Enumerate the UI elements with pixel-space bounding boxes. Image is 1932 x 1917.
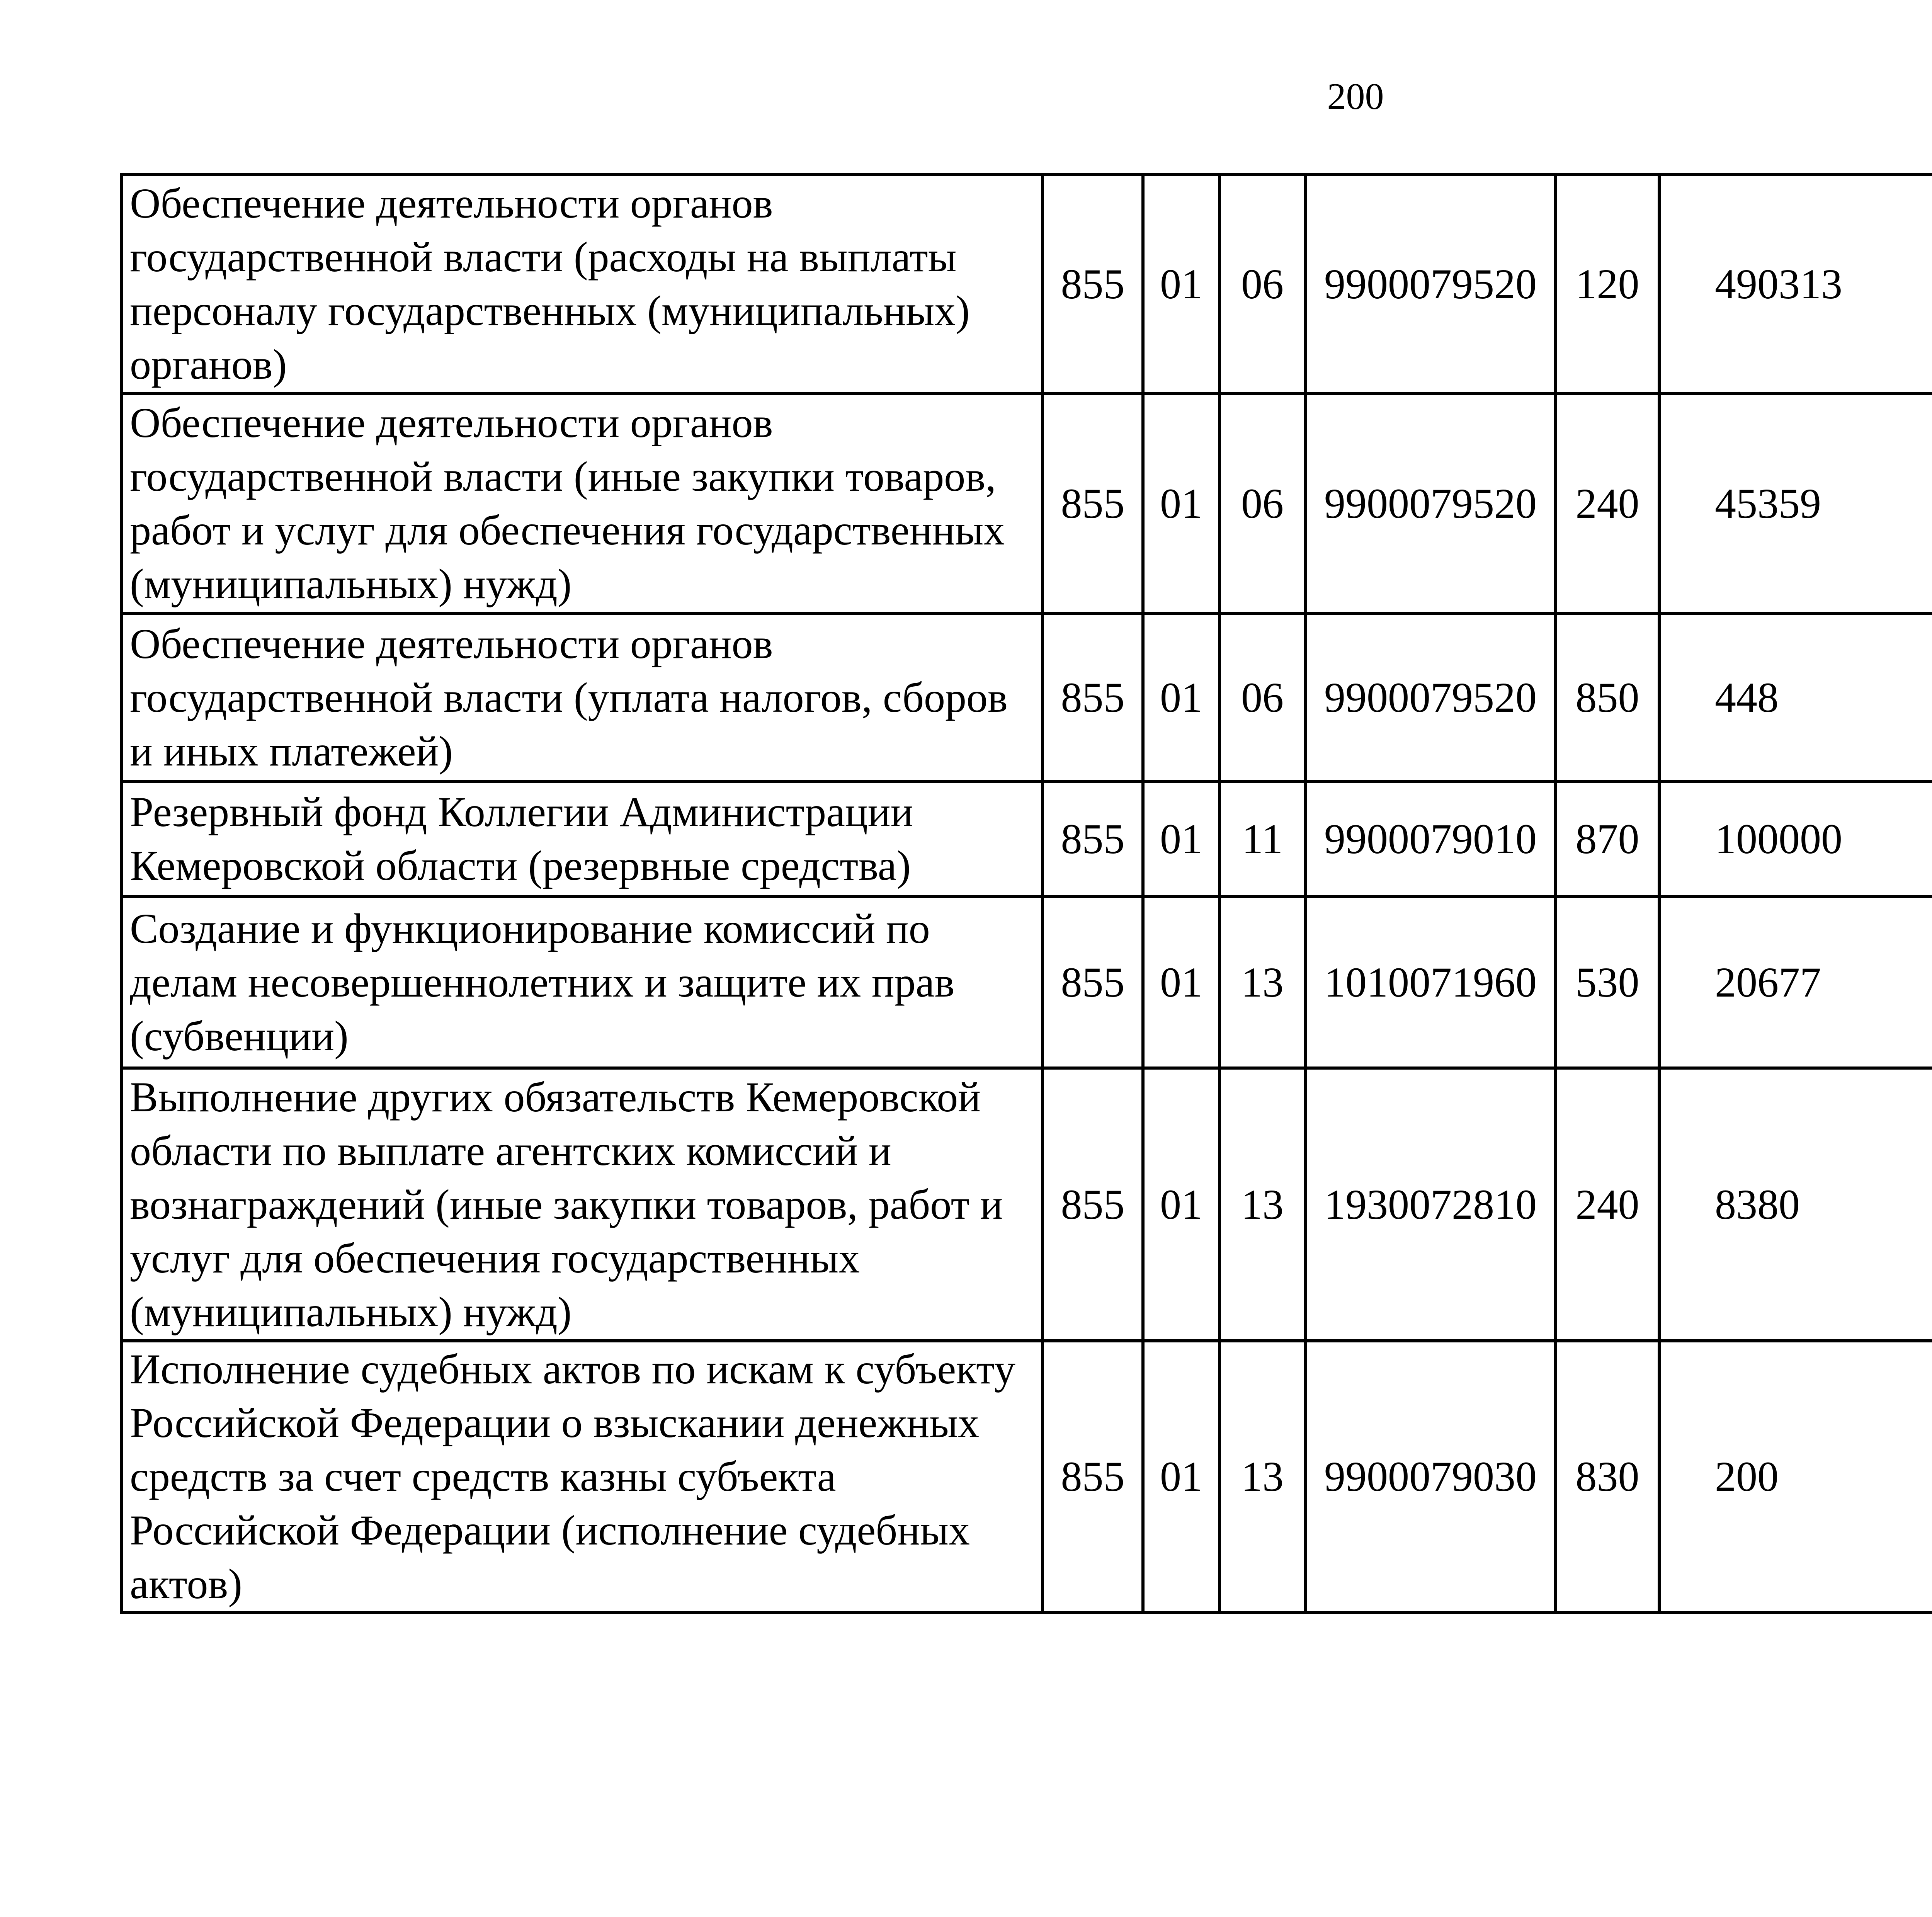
row-description: Обеспечение деятельности органов государственной власти (расходы на выплаты персоналу государственных (муниципальных) органов) [121,175,1043,393]
target-article-code: 9900079520 [1305,614,1556,781]
table-row [121,896,1932,1068]
expense-type-code: 120 [1556,175,1659,393]
subsection-code: 06 [1219,614,1305,781]
section-code: 01 [1143,896,1219,1068]
amount-year-1: 45359 [1659,393,1932,614]
subsection-code: 13 [1219,1068,1305,1341]
expense-type-code: 240 [1556,393,1659,614]
expense-type-code: 830 [1556,1341,1659,1613]
amount-year-1: 100000 [1659,781,1932,896]
expense-type-code: 870 [1556,781,1659,896]
amount-year-1: 20677 [1659,896,1932,1068]
target-article-code: 1930072810 [1305,1068,1556,1341]
row-description: Обеспечение деятельности органов государственной власти (уплата налогов, сборов и иных платежей) [121,614,1043,781]
target-article-code: 9900079010 [1305,781,1556,896]
row-description: Выполнение других обязательств Кемеровской области по выплате агентских комиссий и вознаграждений (иные закупки товаров, работ и услуг для обеспечения государственных (муниципальных) нужд) [121,1068,1043,1341]
ministry-code: 855 [1043,1068,1143,1341]
row-description: Резервный фонд Коллегии Администрации Кемеровской области (резервные средства) [121,781,1043,896]
subsection-code: 13 [1219,1341,1305,1613]
table-row [121,781,1932,896]
table-row [121,1341,1932,1613]
table-row [121,1068,1932,1341]
table-row [121,614,1932,781]
amount-year-1: 490313 [1659,175,1932,393]
section-code: 01 [1143,175,1219,393]
amount-year-1: 200 [1659,1341,1932,1613]
budget-table [120,173,1932,1614]
amount-year-1: 8380 [1659,1068,1932,1341]
subsection-code: 11 [1219,781,1305,896]
page-number: 200 [1327,76,1384,117]
target-article-code: 9900079520 [1305,175,1556,393]
expense-type-code: 240 [1556,1068,1659,1341]
target-article-code: 9900079520 [1305,393,1556,614]
ministry-code: 855 [1043,175,1143,393]
subsection-code: 13 [1219,896,1305,1068]
section-code: 01 [1143,1341,1219,1613]
section-code: 01 [1143,393,1219,614]
table-row [121,175,1932,393]
ministry-code: 855 [1043,393,1143,614]
ministry-code: 855 [1043,1341,1143,1613]
amount-year-1: 448 [1659,614,1932,781]
ministry-code: 855 [1043,614,1143,781]
ministry-code: 855 [1043,896,1143,1068]
section-code: 01 [1143,781,1219,896]
target-article-code: 1010071960 [1305,896,1556,1068]
subsection-code: 06 [1219,393,1305,614]
table-row [121,393,1932,614]
expense-type-code: 850 [1556,614,1659,781]
row-description: Обеспечение деятельности органов государственной власти (иные закупки товаров, работ и услуг для обеспечения государственных (муниципальных) нужд) [121,393,1043,614]
ministry-code: 855 [1043,781,1143,896]
subsection-code: 06 [1219,175,1305,393]
section-code: 01 [1143,614,1219,781]
target-article-code: 9900079030 [1305,1341,1556,1613]
row-description: Создание и функционирование комиссий по делам несовершеннолетних и защите их прав (субвенции) [121,896,1043,1068]
row-description: Исполнение судебных актов по искам к субъекту Российской Федерации о взыскании денежных средств за счет средств казны субъекта Российской Федерации (исполнение судебных актов) [121,1341,1043,1613]
section-code: 01 [1143,1068,1219,1341]
expense-type-code: 530 [1556,896,1659,1068]
